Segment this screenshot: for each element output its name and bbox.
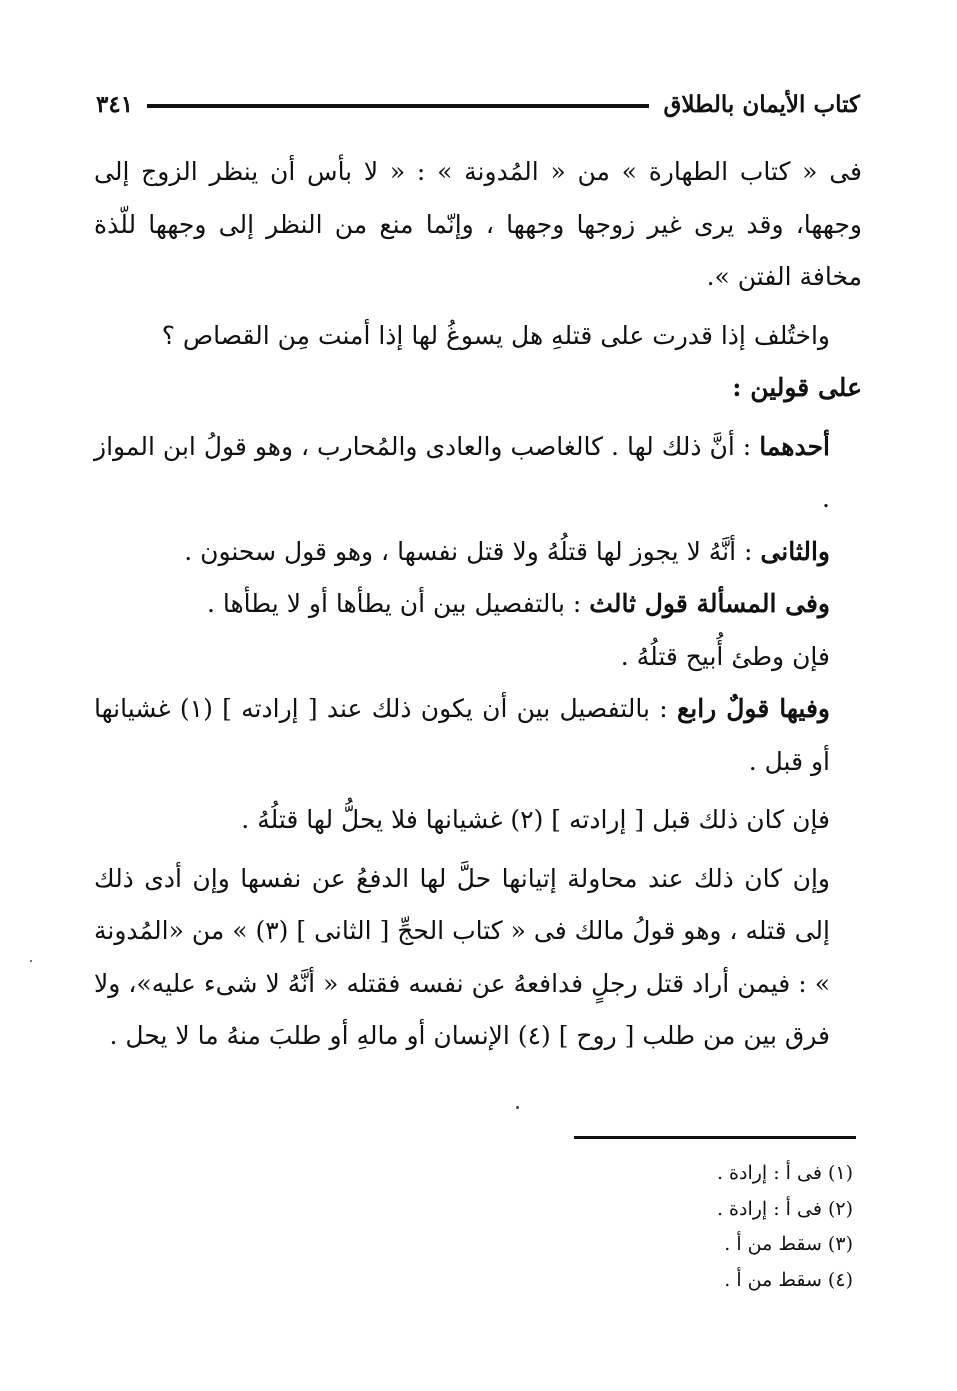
paragraph-10: وإن كان ذلك عند محاولة إتيانها حلَّ لها الدفعُ عن نفسها وإن أدى ذلك إلى قتله ، وهو قولُ مالك فى « كتاب الحجِّ [ الثانى ] (٣) » من «المُدونة » : فيمن أراد قتل رجلٍ فدافعهُ عن نفسه فقتله « أنَّهُ لا شىء عليه»، ولا فرق بين من طلب [ روح ] (٤) الإنسان أو مالهِ أو طلبَ منهُ ما لا يحل .: [94, 863, 830, 1050]
paragraph-4: أحدهما : أنَّ ذلك لها . كالغاصب والعادى والمُحارب ، وهو قولُ ابن المواز .: [94, 431, 830, 513]
paragraph-3: على قولين :: [732, 373, 862, 402]
paragraph-7: فإن وطئ أُبيح قتلُهُ .: [620, 641, 830, 671]
scan-speck: [30, 960, 32, 962]
paragraph-5: والثانى : أنَّهُ لا يجوز لها قتلُهُ ولا قتل نفسها ، وهو قول سحنون .: [184, 536, 830, 566]
paragraph-8: وفيها قولٌ رابع : بالتفصيل بين أن يكون ذلك عند [ إرادته ] (١) غشيانها أو قبل .: [94, 694, 830, 776]
paragraph-6: وفى المسألة قول ثالث : بالتفصيل بين أن يطأها أو لا يطأها .: [206, 589, 830, 618]
footnote-2: (٢) فى أ : إرادة .: [716, 1197, 853, 1220]
running-header: [96, 84, 860, 124]
page-number: ٣٤١: [96, 90, 134, 118]
footnote-1: (١) فى أ : إرادة .: [716, 1162, 853, 1184]
paragraph-9: فإن كان ذلك قبل [ إرادته ] (٢) غشيانها فلا يحلُّ لها قتلُهُ .: [241, 805, 830, 834]
footnote-4: (٤) سقط من أ .: [724, 1268, 853, 1291]
footnote-divider: [574, 1136, 856, 1139]
header-title: كتاب الأيمان بالطلاق: [663, 90, 860, 118]
scan-speck: [516, 1106, 519, 1109]
main-text: [94, 146, 862, 1063]
paragraph-4-lead: أحدهما: [759, 431, 830, 461]
paragraph-2: واختُلف إذا قدرت على قتلهِ هل يسوغُ لها إذا أمنت مِن القصاص ؟: [161, 320, 830, 350]
paragraph-8-lead: وفيها قولٌ رابع: [676, 694, 830, 723]
header-rule: [147, 104, 649, 108]
paragraph-1: فى « كتاب الطهارة » من « المُدونة » : « لا بأس أن ينظر الزوج إلى وجهها، وقد يرى غير زوجها وجهها ، وإنّما منع من النظر إلى وجهها للّذة مخافة الفتن ».: [94, 157, 862, 291]
paragraph-5-lead: والثانى: [760, 536, 830, 566]
paragraph-6-lead: وفى المسألة قول ثالث: [589, 589, 830, 618]
footnote-3: (٣) سقط من أ .: [724, 1233, 853, 1255]
footnotes: [453, 1156, 853, 1298]
